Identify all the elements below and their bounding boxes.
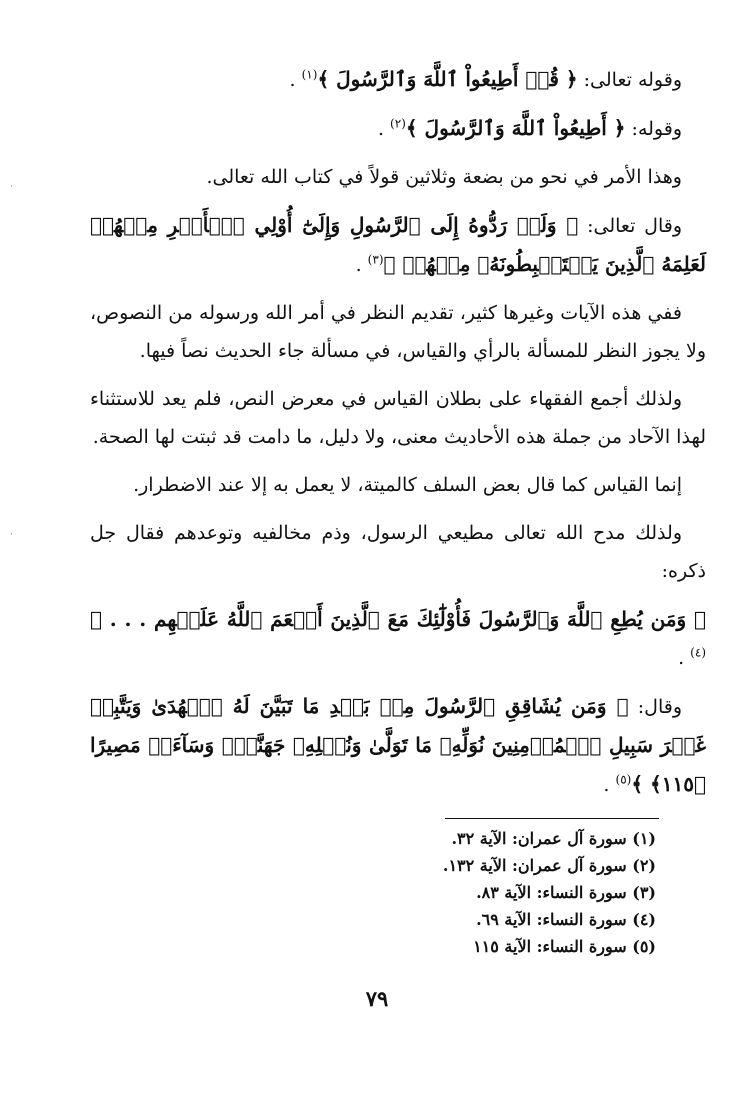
footnote-item: (١) سورة آل عمران: الآية ٣٢.: [451, 829, 656, 848]
quran-verse: ﴿ قُلۡ أَطِيعُواْ ٱللَّهَ وَٱلرَّسُولَ ﴾: [317, 67, 578, 91]
footnote-item: (٣) سورة النساء: الآية ٨٣.: [476, 883, 656, 902]
scan-mark: ·: [10, 182, 13, 192]
paragraph-verse-2: [90, 109, 706, 148]
paragraph-verse-4: [90, 206, 706, 284]
paragraph-text-7: إنما القياس كما قال بعض السلف كالميتة، لا يعمل به إلا عند الاضطرار.: [133, 474, 682, 496]
paragraph-verse-1: [90, 60, 706, 99]
footnote-ref: (٤): [690, 645, 706, 660]
quran-verse: ﴿ وَمَن يُطِعِ ٱللَّهَ وَٱلرَّسُولَ فَأُوْلَٰٓئِكَ مَعَ ٱلَّذِينَ أَنۡعَمَ ٱللَّهُ عَلَيۡهِم . . . ﴾: [90, 607, 706, 631]
quran-verse: ﴿ وَلَوۡ رَدُّوهُ إِلَى ٱلرَّسُولِ وَإِلَىٰٓ أُوْلِي ٱلۡأَمۡرِ مِنۡهُمۡ لَعَلِمَهُ ٱلَّذِينَ يَسۡتَنۢبِطُونَهُۥ مِنۡهُمۡ ﴾: [90, 213, 706, 276]
paragraph-lead: وقوله:: [625, 118, 682, 140]
footnote-ref: (٥): [615, 772, 632, 787]
quran-verse: ﴿ وَمَن يُشَاقِقِ ٱلرَّسُولَ مِنۢ بَعۡدِ مَا تَبَيَّنَ لَهُ ٱلۡهُدَىٰ وَيَتَّبِعۡ غَيۡرَ سَبِيلِ ٱلۡمُؤۡمِنِينَ نُوَلِّهِۦ مَا تَوَلَّىٰ وَنُصۡلِهِۦ جَهَنَّمَۖ وَسَآءَتۡ مَصِيرًا ﴿١١٥﴾ ﴾: [90, 694, 706, 796]
paragraph-text-3: وهذا الأمر في نحو من بضعة وثلاثين قولاً في كتاب الله تعالى.: [206, 166, 682, 188]
footnote-ref: (١): [301, 67, 318, 82]
footnote-item: (٢) سورة آل عمران: الآية ١٣٢.: [442, 856, 656, 875]
paragraph-tail: .: [355, 254, 368, 276]
paragraph-verse-10: [90, 687, 706, 804]
paragraph-tail: .: [603, 774, 616, 796]
page-number: ٧٩: [365, 986, 389, 1011]
paragraph-lead: وقوله تعالى:: [577, 69, 682, 91]
paragraph-text-8: ولذلك مدح الله تعالى مطيعي الرسول، وذم مخالفيه وتوعدهم فقال جل ذكره:: [90, 522, 706, 582]
paragraph-verse-9: [90, 600, 706, 677]
paragraph-text-6: ولذلك أجمع الفقهاء على بطلان القياس في معرض النص، فلم يعد للاستثناء لهذا الآحاد من جملة هذه الأحاديث معنى، ولا دليل، ما دامت قد ثبتت لها الصحة.: [90, 388, 706, 448]
footnote-divider: [445, 818, 659, 819]
quran-verse: ﴿ أَطِيعُواْ ٱللَّهَ وَٱلرَّسُولَ ﴾: [405, 116, 626, 140]
paragraph-tail: .: [678, 647, 691, 669]
footnote-ref: (٢): [390, 116, 406, 131]
footnote-ref: (٣): [367, 252, 384, 267]
paragraph-text-5: ففي هذه الآيات وغيرها كثير، تقديم النظر في أمر الله ورسوله من النصوص، ولا يجوز النظر للمسألة بالرأي والقياس، في مسألة جاء الحديث نصاً فيها.: [90, 302, 706, 362]
paragraph-lead: وقال تعالى:: [578, 215, 683, 237]
paragraph-tail: .: [289, 69, 302, 91]
paragraph-tail: .: [377, 118, 391, 140]
footnotes: [443, 825, 656, 960]
footnote-item: (٤) سورة النساء: الآية ٦٩.: [476, 910, 656, 929]
page-body: [90, 60, 706, 814]
paragraph-lead: وقال:: [628, 696, 682, 718]
footnote-item: (٥) سورة النساء: الآية ١١٥: [473, 937, 656, 956]
scan-mark: ·: [10, 530, 13, 540]
